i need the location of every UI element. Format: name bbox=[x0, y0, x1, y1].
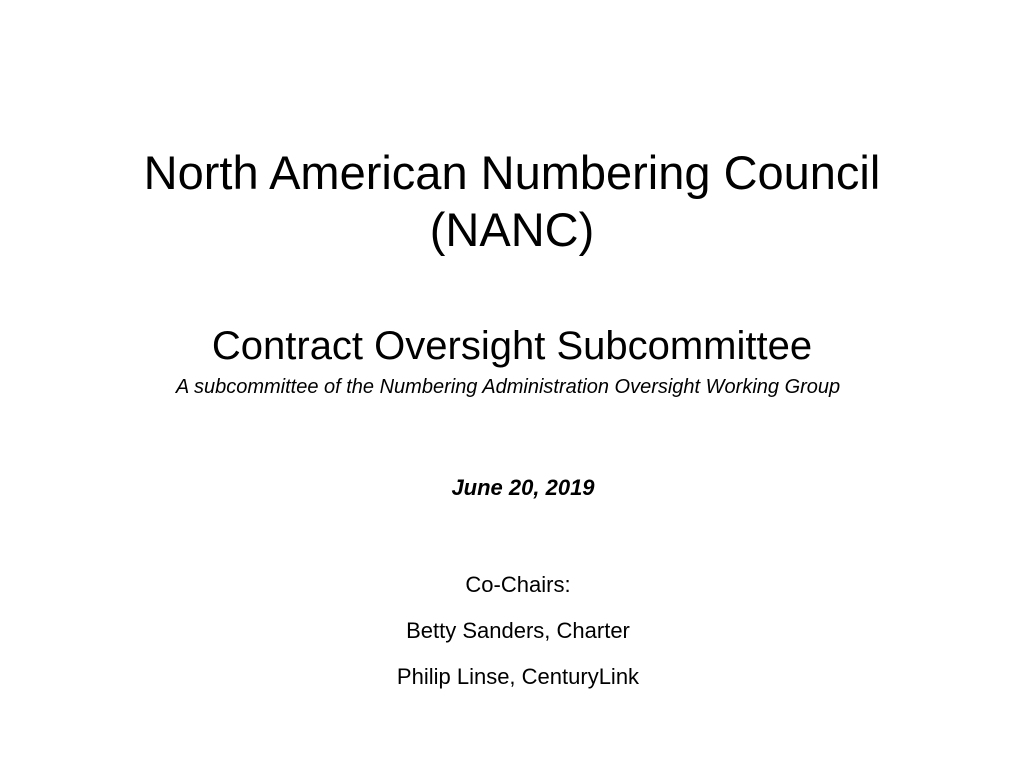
co-chairs-heading: Co-Chairs: bbox=[465, 572, 571, 597]
co-chair-1: Betty Sanders, Charter bbox=[406, 618, 630, 643]
slide-tagline: A subcommittee of the Numbering Administration Oversight Working Group bbox=[175, 376, 841, 398]
slide-subtitle: Contract Oversight Subcommittee bbox=[211, 324, 813, 368]
slide-title bbox=[0, 144, 1024, 258]
co-chairs-block bbox=[0, 572, 1024, 710]
co-chair-2: Philip Linse, CenturyLink bbox=[396, 664, 640, 689]
title-line-1: North American Numbering Council bbox=[143, 146, 881, 199]
slide-date: June 20, 2019 bbox=[451, 475, 595, 500]
title-line-2: (NANC) bbox=[429, 203, 595, 256]
